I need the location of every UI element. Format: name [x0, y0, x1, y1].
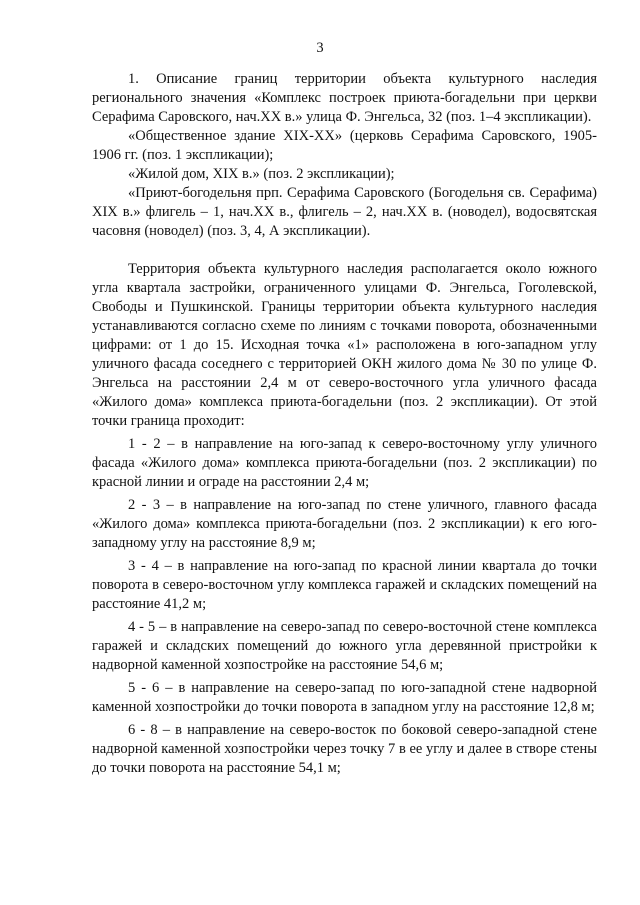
- page-number: 3: [316, 40, 324, 56]
- territory-description: Территория объекта культурного наследия располагается около южного угла квартала застройки, ограниченного улицами Ф. Энгельса, Гоголевской, Свободы и Пушкинской. Границы территории объекта культурного наследия устанавливаются согласно схеме по линиям с точками поворота, обозначенными цифрами: от 1 до 15. Исходная точка «1» расположена в юго-западном углу уличного фасада соседнего с территорией ОКН жилого дома № 30 по улице Ф. Энгельса на расстоянии 2,4 м от северо-восточного угла уличного фасада «Жилого дома» комплекса приюта-богадельни (поз. 2 экспликации). От этой точки граница проходит:: [92, 261, 597, 429]
- boundary-segment-5-6: 5 - 6 – в направление на северо-запад по юго-западной стене надворной каменной хозпостройки до точки поворота в западном углу на расстояние 12,8 м;: [92, 680, 597, 715]
- boundary-segment-3-4: 3 - 4 – в направление на юго-запад по красной линии квартала до точки поворота в северо-восточном углу комплекса гаражей и складских помещений на расстояние 41,2 м;: [92, 558, 597, 612]
- boundary-segment-2-3: 2 - 3 – в направление на юго-запад по стене уличного, главного фасада «Жилого дома» комплекса приюта-богадельни (поз. 2 экспликации) к его юго-западному углу на расстояние 8,9 м;: [92, 497, 597, 551]
- section-heading: 1. Описание границ территории объекта культурного наследия регионального значения «Комплекс построек приюта-богадельни при церкви Серафима Саровского, нач.XX в.» улица Ф. Энгельса, 32 (поз. 1–4 экспликации).: [92, 71, 597, 125]
- document-body: [92, 70, 597, 778]
- boundary-segment-4-5: 4 - 5 – в направление на северо-запад по северо-восточной стене комплекса гаражей и складских помещений до южного угла деревянной пристройки к надворной каменной хозпостройке на расстояние 54,6 м;: [92, 619, 597, 673]
- boundary-segment-1-2: 1 - 2 – в направление на юго-запад к северо-восточному углу уличного фасада «Жилого дома» комплекса приюта-богадельни (поз. 2 экспликации) по красной линии и ограде на расстоянии 2,4 м;: [92, 436, 597, 490]
- object-item-1: «Общественное здание XIX-XX» (церковь Серафима Саровского, 1905-1906 гг. (поз. 1 экспликации);: [92, 128, 597, 163]
- boundary-segment-6-8: 6 - 8 – в направление на северо-восток по боковой северо-западной стене надворной каменной хозпостройки через точку 7 в ее углу и далее в створе стены до точки поворота на расстояние 54,1 м;: [92, 722, 597, 776]
- object-item-2: «Жилой дом, XIX в.» (поз. 2 экспликации);: [128, 166, 395, 182]
- object-item-3: «Приют-богодельня прп. Серафима Саровского (Богодельня св. Серафима) XIX в.» флигель – 1, нач.XX в., флигель – 2, нач.XX в. (новодел), водосвятская часовня (новодел) (поз. 3, 4, А экспликации).: [92, 185, 597, 239]
